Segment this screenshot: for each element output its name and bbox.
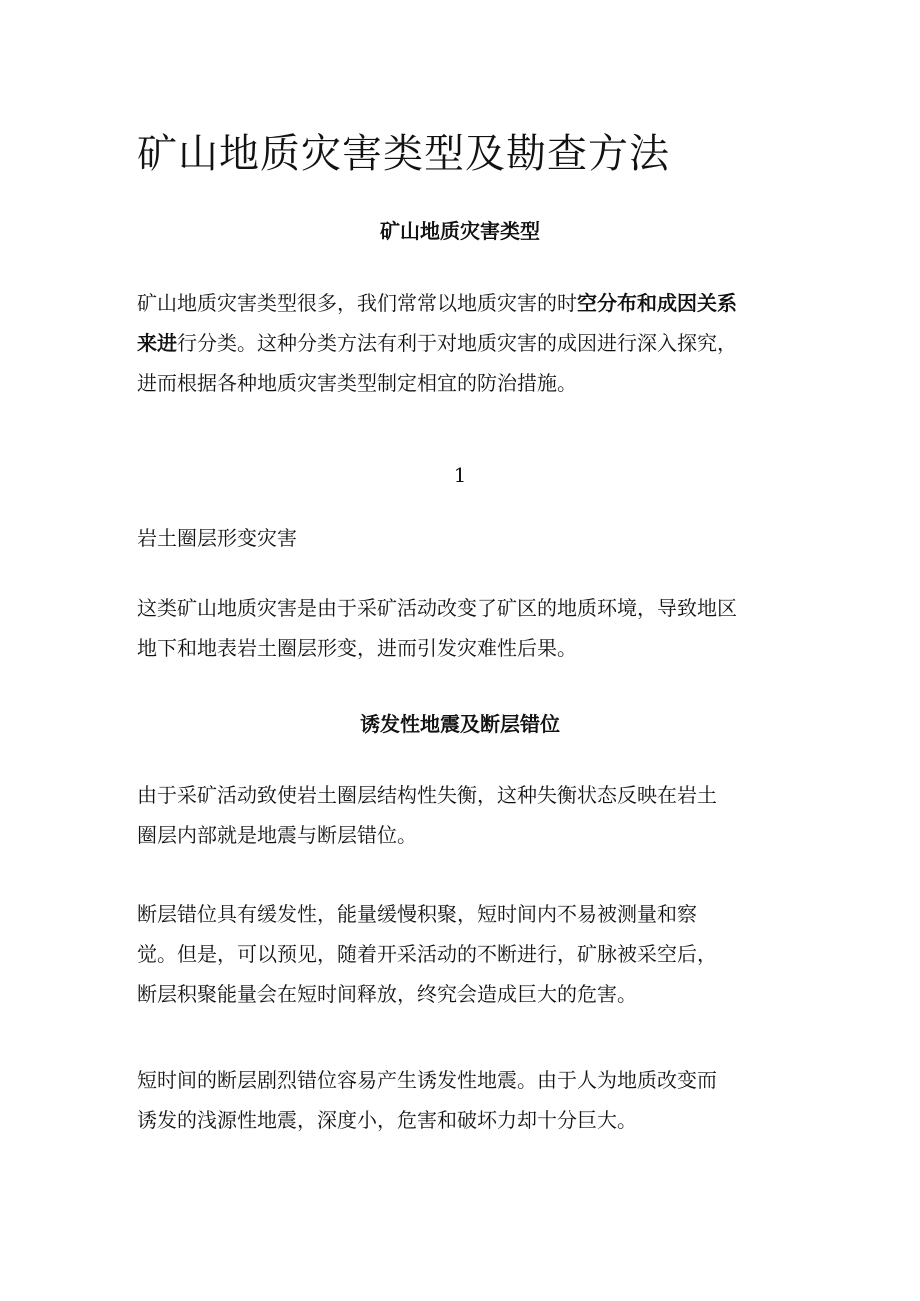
- intro-line-2-text: 行分类。这种分类方法有利于对地质灾害的成因进行深入探究，: [177, 331, 737, 355]
- paragraph-imbalance-line-2: 圈层内部就是地震与断层错位。: [137, 823, 417, 847]
- section-heading-mine-disaster-types: 矿山地质灾害类型: [380, 219, 540, 243]
- document-title: 矿山地质灾害类型及勘查方法: [137, 131, 670, 177]
- paragraph-imbalance: [137, 775, 817, 855]
- paragraph-fault-dislocation-line-1: 断层错位具有缓发性，能量缓慢积聚，短时间内不易被测量和察: [137, 902, 697, 926]
- paragraph-shallow-earthquake-line-2: 诱发的浅源性地震，深度小，危害和破坏力却十分巨大。: [137, 1108, 637, 1132]
- paragraph-imbalance-line-1: 由于采矿活动致使岩土圈层结构性失衡，这种失衡状态反映在岩土: [137, 783, 717, 807]
- paragraph-fault-dislocation-line-3: 断层积聚能量会在短时间释放，终究会造成巨大的危害。: [137, 982, 637, 1006]
- intro-paragraph: [137, 283, 817, 403]
- paragraph-shallow-earthquake-line-1: 短时间的断层剧烈错位容易产生诱发性地震。由于人为地质改变而: [137, 1068, 717, 1092]
- intro-line-1-text: 矿山地质灾害类型很多，我们常常以地质灾害的时: [137, 291, 577, 315]
- subsection-title: [137, 518, 817, 558]
- paragraph-fault-dislocation: [137, 894, 817, 1014]
- paragraph-deformation-line-1: 这类矿山地质灾害是由于采矿活动改变了矿区的地质环境，导致地区: [137, 596, 737, 620]
- intro-line-1: [137, 283, 817, 323]
- paragraph-deformation: [137, 588, 817, 668]
- section-heading-induced-earthquake: 诱发性地震及断层错位: [360, 712, 560, 736]
- paragraph-fault-dislocation-line-2: 觉。但是，可以预见，随着开采活动的不断进行，矿脉被采空后，: [137, 942, 717, 966]
- intro-line-3: 进而根据各种地质灾害类型制定相宜的防治措施。: [137, 371, 577, 395]
- paragraph-deformation-line-2: 地下和地表岩土圈层形变，进而引发灾难性后果。: [137, 636, 577, 660]
- intro-line-2-bold: 来进: [137, 331, 177, 355]
- page-number: 1: [453, 463, 467, 487]
- subsection-title-text: 岩土圈层形变灾害: [137, 526, 297, 550]
- intro-line-1-bold: 空分布和成因关系: [577, 291, 737, 315]
- intro-line-2: [137, 323, 817, 363]
- paragraph-shallow-earthquake: [137, 1060, 817, 1140]
